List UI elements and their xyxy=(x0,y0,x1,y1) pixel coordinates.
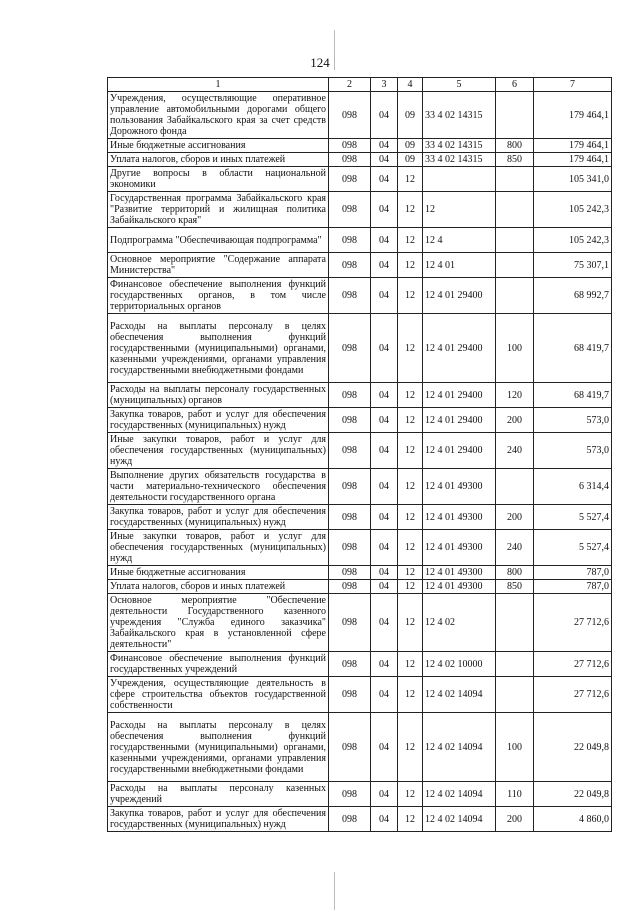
row-ministry-code: 098 xyxy=(329,713,371,782)
row-target-article-code: 12 4 xyxy=(423,228,496,253)
row-subsection-code: 12 xyxy=(398,713,423,782)
row-subsection-code: 12 xyxy=(398,469,423,505)
row-expense-type-code: 240 xyxy=(496,530,534,566)
row-target-article-code: 12 4 02 14094 xyxy=(423,782,496,807)
row-name: Расходы на выплаты персоналу казенных учреждений xyxy=(108,782,329,807)
row-target-article-code: 12 4 01 29400 xyxy=(423,314,496,383)
row-expense-type-code: 240 xyxy=(496,433,534,469)
row-subsection-code: 12 xyxy=(398,594,423,652)
row-ministry-code: 098 xyxy=(329,782,371,807)
row-section-code: 04 xyxy=(371,677,398,713)
row-ministry-code: 098 xyxy=(329,580,371,594)
row-name: Уплата налогов, сборов и иных платежей xyxy=(108,580,329,594)
row-amount: 22 049,8 xyxy=(534,713,612,782)
table-row xyxy=(108,153,612,167)
row-ministry-code: 098 xyxy=(329,652,371,677)
row-ministry-code: 098 xyxy=(329,314,371,383)
table-row xyxy=(108,530,612,566)
row-subsection-code: 12 xyxy=(398,566,423,580)
row-subsection-code: 12 xyxy=(398,278,423,314)
row-expense-type-code xyxy=(496,594,534,652)
table-row xyxy=(108,433,612,469)
table-row xyxy=(108,314,612,383)
row-subsection-code: 12 xyxy=(398,530,423,566)
row-name: Другие вопросы в области национальной экономики xyxy=(108,167,329,192)
row-ministry-code: 098 xyxy=(329,139,371,153)
row-target-article-code: 33 4 02 14315 xyxy=(423,153,496,167)
table-row xyxy=(108,652,612,677)
row-ministry-code: 098 xyxy=(329,228,371,253)
table-row xyxy=(108,580,612,594)
row-ministry-code: 098 xyxy=(329,153,371,167)
row-name: Закупка товаров, работ и услуг для обеспечения государственных (муниципальных) нужд xyxy=(108,505,329,530)
row-section-code: 04 xyxy=(371,228,398,253)
row-amount: 68 419,7 xyxy=(534,314,612,383)
row-ministry-code: 098 xyxy=(329,253,371,278)
row-section-code: 04 xyxy=(371,807,398,832)
row-name: Иные бюджетные ассигнования xyxy=(108,566,329,580)
row-subsection-code: 12 xyxy=(398,677,423,713)
row-target-article-code: 12 xyxy=(423,192,496,228)
table-row xyxy=(108,566,612,580)
row-subsection-code: 12 xyxy=(398,253,423,278)
column-header: 5 xyxy=(423,78,496,92)
row-section-code: 04 xyxy=(371,278,398,314)
row-ministry-code: 098 xyxy=(329,192,371,228)
row-expense-type-code: 850 xyxy=(496,580,534,594)
row-section-code: 04 xyxy=(371,469,398,505)
table-row xyxy=(108,167,612,192)
row-name: Финансовое обеспечение выполнения функций государственных органов, в том числе территориальных органов xyxy=(108,278,329,314)
column-header: 2 xyxy=(329,78,371,92)
budget-table xyxy=(107,77,612,832)
row-ministry-code: 098 xyxy=(329,167,371,192)
row-section-code: 04 xyxy=(371,153,398,167)
row-subsection-code: 09 xyxy=(398,139,423,153)
row-ministry-code: 098 xyxy=(329,433,371,469)
row-subsection-code: 12 xyxy=(398,383,423,408)
row-section-code: 04 xyxy=(371,192,398,228)
row-amount: 105 242,3 xyxy=(534,192,612,228)
row-subsection-code: 12 xyxy=(398,408,423,433)
row-expense-type-code xyxy=(496,167,534,192)
row-expense-type-code xyxy=(496,469,534,505)
column-header: 3 xyxy=(371,78,398,92)
table-row xyxy=(108,713,612,782)
row-target-article-code: 33 4 02 14315 xyxy=(423,139,496,153)
row-subsection-code: 09 xyxy=(398,92,423,139)
row-target-article-code: 12 4 02 10000 xyxy=(423,652,496,677)
table-row xyxy=(108,253,612,278)
row-expense-type-code xyxy=(496,677,534,713)
row-subsection-code: 12 xyxy=(398,314,423,383)
row-amount: 5 527,4 xyxy=(534,505,612,530)
row-name: Расходы на выплаты персоналу в целях обеспечения выполнения функций государственными (муниципальными) органами, казенными учреждениями, органами управления государственными внебюджетными фондами xyxy=(108,314,329,383)
row-amount: 4 860,0 xyxy=(534,807,612,832)
page-number: 124 xyxy=(310,55,330,70)
row-section-code: 04 xyxy=(371,314,398,383)
row-target-article-code: 12 4 01 29400 xyxy=(423,278,496,314)
row-expense-type-code: 100 xyxy=(496,314,534,383)
row-expense-type-code: 120 xyxy=(496,383,534,408)
row-name: Учреждения, осуществляющие деятельность в сфере строительства объектов государственной собственности xyxy=(108,677,329,713)
row-expense-type-code xyxy=(496,253,534,278)
table-row xyxy=(108,782,612,807)
row-ministry-code: 098 xyxy=(329,92,371,139)
table-row xyxy=(108,192,612,228)
row-name: Закупка товаров, работ и услуг для обеспечения государственных (муниципальных) нужд xyxy=(108,807,329,832)
row-name: Финансовое обеспечение выполнения функций государственных учреждений xyxy=(108,652,329,677)
row-section-code: 04 xyxy=(371,92,398,139)
row-expense-type-code: 200 xyxy=(496,505,534,530)
row-subsection-code: 12 xyxy=(398,228,423,253)
row-amount: 787,0 xyxy=(534,580,612,594)
row-subsection-code: 12 xyxy=(398,807,423,832)
row-subsection-code: 12 xyxy=(398,433,423,469)
binding-margin-line-bottom xyxy=(334,872,335,910)
row-name: Государственная программа Забайкальского края "Развитие территорий и жилищная политика Забайкальского края" xyxy=(108,192,329,228)
table-row xyxy=(108,677,612,713)
row-ministry-code: 098 xyxy=(329,408,371,433)
row-ministry-code: 098 xyxy=(329,505,371,530)
row-subsection-code: 12 xyxy=(398,505,423,530)
row-name: Основное мероприятие "Содержание аппарата Министерства" xyxy=(108,253,329,278)
row-subsection-code: 12 xyxy=(398,652,423,677)
table-row xyxy=(108,278,612,314)
row-amount: 105 341,0 xyxy=(534,167,612,192)
row-target-article-code: 12 4 01 xyxy=(423,253,496,278)
row-target-article-code xyxy=(423,167,496,192)
row-section-code: 04 xyxy=(371,167,398,192)
row-name: Закупка товаров, работ и услуг для обеспечения государственных (муниципальных) нужд xyxy=(108,408,329,433)
table-row xyxy=(108,92,612,139)
row-amount: 27 712,6 xyxy=(534,677,612,713)
row-target-article-code: 12 4 01 29400 xyxy=(423,408,496,433)
row-ministry-code: 098 xyxy=(329,807,371,832)
row-amount: 179 464,1 xyxy=(534,153,612,167)
row-name: Основное мероприятие "Обеспечение деятельности Государственного казенного учреждения "Служба единого заказчика" Забайкальского края в установленной сфере деятельности" xyxy=(108,594,329,652)
row-name: Иные закупки товаров, работ и услуг для обеспечения государственных (муниципальных) нужд xyxy=(108,530,329,566)
row-section-code: 04 xyxy=(371,408,398,433)
table-row xyxy=(108,383,612,408)
row-name: Иные закупки товаров, работ и услуг для обеспечения государственных (муниципальных) нужд xyxy=(108,433,329,469)
row-target-article-code: 12 4 01 49300 xyxy=(423,505,496,530)
row-subsection-code: 12 xyxy=(398,580,423,594)
row-section-code: 04 xyxy=(371,580,398,594)
row-amount: 179 464,1 xyxy=(534,92,612,139)
row-ministry-code: 098 xyxy=(329,278,371,314)
row-ministry-code: 098 xyxy=(329,677,371,713)
row-target-article-code: 12 4 01 49300 xyxy=(423,566,496,580)
table-row xyxy=(108,469,612,505)
row-target-article-code: 12 4 02 xyxy=(423,594,496,652)
row-target-article-code: 12 4 01 49300 xyxy=(423,580,496,594)
row-name: Учреждения, осуществляющие оперативное управление автомобильными дорогами общего пользования Забайкальского края за счет средств Дорожного фонда xyxy=(108,92,329,139)
row-target-article-code: 12 4 01 49300 xyxy=(423,530,496,566)
row-ministry-code: 098 xyxy=(329,594,371,652)
row-target-article-code: 12 4 01 29400 xyxy=(423,383,496,408)
row-name: Иные бюджетные ассигнования xyxy=(108,139,329,153)
row-section-code: 04 xyxy=(371,782,398,807)
column-header: 1 xyxy=(108,78,329,92)
row-section-code: 04 xyxy=(371,505,398,530)
row-expense-type-code xyxy=(496,92,534,139)
row-expense-type-code: 200 xyxy=(496,408,534,433)
row-expense-type-code: 110 xyxy=(496,782,534,807)
table-row xyxy=(108,807,612,832)
row-amount: 787,0 xyxy=(534,566,612,580)
row-ministry-code: 098 xyxy=(329,566,371,580)
row-target-article-code: 12 4 01 49300 xyxy=(423,469,496,505)
row-section-code: 04 xyxy=(371,433,398,469)
row-subsection-code: 12 xyxy=(398,192,423,228)
table-row xyxy=(108,228,612,253)
row-subsection-code: 09 xyxy=(398,153,423,167)
row-amount: 27 712,6 xyxy=(534,652,612,677)
row-expense-type-code xyxy=(496,652,534,677)
row-section-code: 04 xyxy=(371,530,398,566)
row-amount: 179 464,1 xyxy=(534,139,612,153)
row-amount: 5 527,4 xyxy=(534,530,612,566)
row-section-code: 04 xyxy=(371,253,398,278)
row-ministry-code: 098 xyxy=(329,469,371,505)
column-header: 7 xyxy=(534,78,612,92)
row-amount: 105 242,3 xyxy=(534,228,612,253)
row-target-article-code: 12 4 02 14094 xyxy=(423,807,496,832)
column-header: 6 xyxy=(496,78,534,92)
row-amount: 75 307,1 xyxy=(534,253,612,278)
row-name: Выполнение других обязательств государства в части материально-технического обеспечения деятельности государственного органа xyxy=(108,469,329,505)
row-section-code: 04 xyxy=(371,594,398,652)
row-expense-type-code: 800 xyxy=(496,139,534,153)
row-section-code: 04 xyxy=(371,566,398,580)
row-name: Расходы на выплаты персоналу в целях обеспечения выполнения функций государственными (муниципальными) органами, казенными учреждениями, органами управления государственными внебюджетными фондами xyxy=(108,713,329,782)
table-row xyxy=(108,594,612,652)
row-expense-type-code: 100 xyxy=(496,713,534,782)
row-ministry-code: 098 xyxy=(329,383,371,408)
table-row xyxy=(108,505,612,530)
row-section-code: 04 xyxy=(371,713,398,782)
row-section-code: 04 xyxy=(371,383,398,408)
row-amount: 573,0 xyxy=(534,408,612,433)
row-target-article-code: 12 4 01 29400 xyxy=(423,433,496,469)
row-expense-type-code xyxy=(496,228,534,253)
row-expense-type-code: 800 xyxy=(496,566,534,580)
table-row xyxy=(108,139,612,153)
row-expense-type-code: 850 xyxy=(496,153,534,167)
column-header: 4 xyxy=(398,78,423,92)
row-name: Расходы на выплаты персоналу государственных (муниципальных) органов xyxy=(108,383,329,408)
row-expense-type-code xyxy=(496,278,534,314)
row-amount: 68 419,7 xyxy=(534,383,612,408)
row-subsection-code: 12 xyxy=(398,167,423,192)
row-name: Уплата налогов, сборов и иных платежей xyxy=(108,153,329,167)
row-section-code: 04 xyxy=(371,652,398,677)
row-target-article-code: 12 4 02 14094 xyxy=(423,713,496,782)
row-target-article-code: 33 4 02 14315 xyxy=(423,92,496,139)
row-amount: 6 314,4 xyxy=(534,469,612,505)
row-amount: 27 712,6 xyxy=(534,594,612,652)
row-expense-type-code xyxy=(496,192,534,228)
row-amount: 573,0 xyxy=(534,433,612,469)
row-name: Подпрограмма "Обеспечивающая подпрограмма" xyxy=(108,228,329,253)
row-ministry-code: 098 xyxy=(329,530,371,566)
row-subsection-code: 12 xyxy=(398,782,423,807)
row-section-code: 04 xyxy=(371,139,398,153)
row-target-article-code: 12 4 02 14094 xyxy=(423,677,496,713)
table-row xyxy=(108,408,612,433)
row-amount: 22 049,8 xyxy=(534,782,612,807)
row-amount: 68 992,7 xyxy=(534,278,612,314)
row-expense-type-code: 200 xyxy=(496,807,534,832)
table-header-row xyxy=(108,78,612,92)
